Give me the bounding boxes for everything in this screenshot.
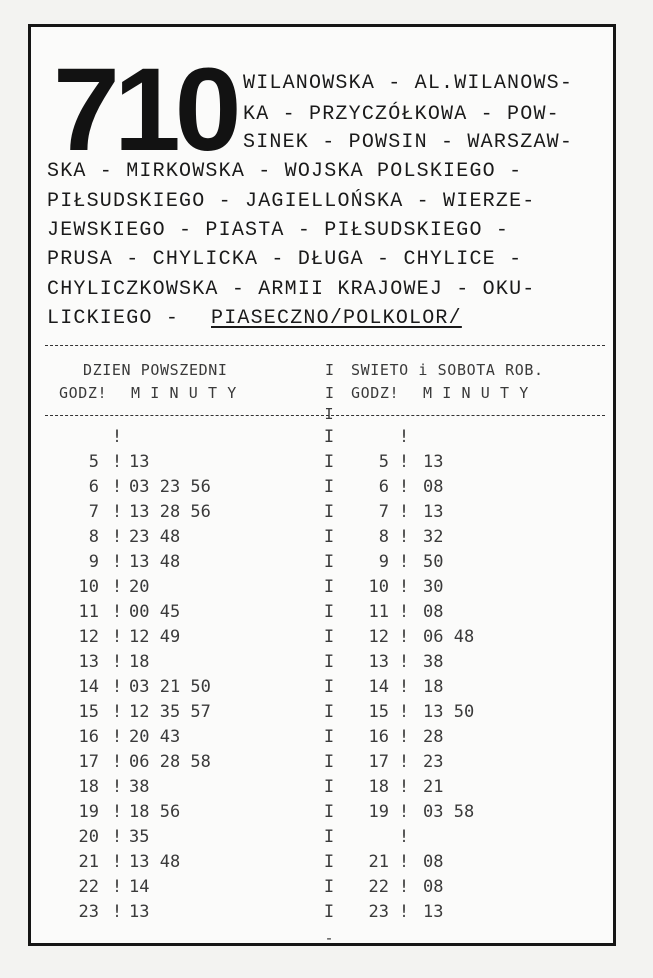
column-separator: I xyxy=(323,527,335,547)
weekday-minutes: 20 xyxy=(129,577,150,597)
weekday-bang: ! xyxy=(111,427,123,447)
holiday-bang: ! xyxy=(398,702,410,722)
holiday-minutes: 13 xyxy=(423,902,444,922)
weekday-minutes: 38 xyxy=(129,777,150,797)
weekday-minutes: 13 48 xyxy=(129,552,181,572)
holiday-minutes: 18 xyxy=(423,677,444,697)
weekday-hour: 11 xyxy=(78,602,99,622)
weekday-hour: 15 xyxy=(78,702,99,722)
table-row xyxy=(31,450,619,474)
weekday-hour: 10 xyxy=(78,577,99,597)
timetable-card xyxy=(28,24,616,946)
route-line-5: PIŁSUDSKIEGO - JAGIELLOŃSKA - WIERZE- xyxy=(47,190,536,213)
column-separator: I xyxy=(323,652,335,672)
weekday-hour: 5 xyxy=(88,452,99,472)
route-line-6: JEWSKIEGO - PIASTA - PIŁSUDSKIEGO - xyxy=(47,219,510,242)
column-separator: I xyxy=(323,752,335,772)
weekday-bang: ! xyxy=(111,502,123,522)
holiday-hour: 9 xyxy=(378,552,389,572)
table-row xyxy=(31,700,619,724)
holiday-minutes: 08 xyxy=(423,477,444,497)
column-separator: I xyxy=(323,852,335,872)
holiday-minutes: 50 xyxy=(423,552,444,572)
column-separator: I xyxy=(323,877,335,897)
holiday-bang: ! xyxy=(398,527,410,547)
weekday-bang: ! xyxy=(111,477,123,497)
weekday-minutes: 18 xyxy=(129,652,150,672)
weekday-bang: ! xyxy=(111,902,123,922)
table-row xyxy=(31,675,619,699)
weekday-bang: ! xyxy=(111,877,123,897)
holiday-bang: ! xyxy=(398,427,410,447)
weekday-minutes: 00 45 xyxy=(129,602,181,622)
column-separator: I xyxy=(323,777,335,797)
column-separator: I xyxy=(323,477,335,497)
table-row xyxy=(31,500,619,524)
weekday-hour: 13 xyxy=(78,652,99,672)
holiday-minutes: 13 xyxy=(423,452,444,472)
table-row xyxy=(31,750,619,774)
weekday-minutes: 13 xyxy=(129,452,150,472)
weekday-hour: 9 xyxy=(88,552,99,572)
weekday-minutes: 06 28 58 xyxy=(129,752,211,772)
table-row xyxy=(31,600,619,624)
column-separator: I xyxy=(323,602,335,622)
holiday-bang: ! xyxy=(398,477,410,497)
weekday-hour: 22 xyxy=(78,877,99,897)
holiday-hour: 19 xyxy=(368,802,389,822)
table-row xyxy=(31,650,619,674)
weekday-hour: 23 xyxy=(78,902,99,922)
holiday-hour: 15 xyxy=(368,702,389,722)
holiday-hour: 8 xyxy=(378,527,389,547)
weekday-minutes: 12 35 57 xyxy=(129,702,211,722)
holiday-minutes: 38 xyxy=(423,652,444,672)
weekday-minutes: 13 48 xyxy=(129,852,181,872)
table-row xyxy=(31,625,619,649)
table-row xyxy=(31,550,619,574)
holiday-minutes: 08 xyxy=(423,877,444,897)
holiday-minutes: 28 xyxy=(423,727,444,747)
table-row xyxy=(31,475,619,499)
column-separator: I xyxy=(323,902,335,922)
holiday-bang: ! xyxy=(398,577,410,597)
weekday-hour-label: GODZ! xyxy=(59,384,108,402)
holiday-minutes: 13 50 xyxy=(423,702,475,722)
holiday-bang: ! xyxy=(398,877,410,897)
end-mark: - xyxy=(324,929,334,947)
weekday-hour: 12 xyxy=(78,627,99,647)
holiday-bang: ! xyxy=(398,902,410,922)
route-number: 710 xyxy=(53,44,236,176)
holiday-hour: 10 xyxy=(368,577,389,597)
weekday-bang: ! xyxy=(111,527,123,547)
weekday-bang: ! xyxy=(111,552,123,572)
holiday-bang: ! xyxy=(398,727,410,747)
holiday-hour: 6 xyxy=(378,477,389,497)
weekday-bang: ! xyxy=(111,802,123,822)
holiday-bang: ! xyxy=(398,677,410,697)
table-row xyxy=(31,775,619,799)
holiday-minutes: 30 xyxy=(423,577,444,597)
weekday-bang: ! xyxy=(111,677,123,697)
route-line-1: WILANOWSKA - AL.WILANOWS- xyxy=(243,72,574,95)
weekday-bang: ! xyxy=(111,852,123,872)
holiday-minutes: 08 xyxy=(423,852,444,872)
holiday-bang: ! xyxy=(398,752,410,772)
weekday-minutes: 13 xyxy=(129,902,150,922)
table-row xyxy=(31,825,619,849)
weekday-bang: ! xyxy=(111,577,123,597)
holiday-hour: 16 xyxy=(368,727,389,747)
route-terminus: PIASECZNO/POLKOLOR/ xyxy=(211,307,462,330)
weekday-title: DZIEN POWSZEDNI xyxy=(83,361,228,379)
column-separator: I xyxy=(323,452,335,472)
holiday-minutes-label: M I N U T Y xyxy=(423,384,529,402)
weekday-hour: 19 xyxy=(78,802,99,822)
holiday-bang: ! xyxy=(398,502,410,522)
column-separator: I xyxy=(323,502,335,522)
weekday-minutes: 23 48 xyxy=(129,527,181,547)
table-row xyxy=(31,525,619,549)
holiday-hour: 11 xyxy=(368,602,389,622)
holiday-hour: 14 xyxy=(368,677,389,697)
header-separator-1: I xyxy=(325,361,335,379)
holiday-bang: ! xyxy=(398,452,410,472)
weekday-hour: 18 xyxy=(78,777,99,797)
weekday-bang: ! xyxy=(111,627,123,647)
weekday-hour: 16 xyxy=(78,727,99,747)
table-row xyxy=(31,425,619,449)
holiday-hour: 22 xyxy=(368,877,389,897)
weekday-hour: 20 xyxy=(78,827,99,847)
route-line-2: KA - PRZYCZÓŁKOWA - POW- xyxy=(243,103,560,126)
route-line-9: LICKIEGO - xyxy=(47,307,193,330)
holiday-hour: 12 xyxy=(368,627,389,647)
holiday-minutes: 06 48 xyxy=(423,627,475,647)
holiday-bang: ! xyxy=(398,852,410,872)
holiday-minutes: 23 xyxy=(423,752,444,772)
holiday-hour: 5 xyxy=(378,452,389,472)
holiday-hour-label: GODZ! xyxy=(351,384,400,402)
holiday-minutes: 03 58 xyxy=(423,802,475,822)
holiday-bang: ! xyxy=(398,652,410,672)
weekday-minutes: 03 21 50 xyxy=(129,677,211,697)
weekday-minutes: 14 xyxy=(129,877,150,897)
holiday-bang: ! xyxy=(398,552,410,572)
table-row xyxy=(31,875,619,899)
weekday-minutes: 13 28 56 xyxy=(129,502,211,522)
holiday-bang: ! xyxy=(398,777,410,797)
weekday-minutes: 35 xyxy=(129,827,150,847)
holiday-minutes: 08 xyxy=(423,602,444,622)
route-line-7: PRUSA - CHYLICKA - DŁUGA - CHYLICE - xyxy=(47,248,523,271)
column-separator: I xyxy=(323,802,335,822)
weekday-hour: 8 xyxy=(88,527,99,547)
column-separator: I xyxy=(323,577,335,597)
column-separator: I xyxy=(323,552,335,572)
weekday-bang: ! xyxy=(111,602,123,622)
holiday-hour: 21 xyxy=(368,852,389,872)
weekday-minutes: 20 43 xyxy=(129,727,181,747)
holiday-bang: ! xyxy=(398,627,410,647)
column-separator: I xyxy=(323,677,335,697)
weekday-bang: ! xyxy=(111,752,123,772)
holiday-minutes: 32 xyxy=(423,527,444,547)
holiday-hour: 23 xyxy=(368,902,389,922)
holiday-hour: 17 xyxy=(368,752,389,772)
holiday-hour: 13 xyxy=(368,652,389,672)
holiday-minutes: 21 xyxy=(423,777,444,797)
weekday-hour: 6 xyxy=(88,477,99,497)
holiday-bang: ! xyxy=(398,602,410,622)
holiday-title: SWIETO i SOBOTA ROB. xyxy=(351,361,544,379)
weekday-hour: 21 xyxy=(78,852,99,872)
weekday-minutes: 12 49 xyxy=(129,627,181,647)
route-line-3: SINEK - POWSIN - WARSZAW- xyxy=(243,131,574,154)
weekday-minutes: 03 23 56 xyxy=(129,477,211,497)
table-row xyxy=(31,800,619,824)
table-row xyxy=(31,575,619,599)
weekday-bang: ! xyxy=(111,652,123,672)
column-separator: I xyxy=(323,727,335,747)
column-separator: I xyxy=(323,427,335,447)
holiday-minutes: 13 xyxy=(423,502,444,522)
weekday-bang: ! xyxy=(111,702,123,722)
header-separator-2: I xyxy=(325,384,335,402)
table-row xyxy=(31,725,619,749)
weekday-bang: ! xyxy=(111,827,123,847)
weekday-hour: 7 xyxy=(88,502,99,522)
holiday-bang: ! xyxy=(398,802,410,822)
table-row xyxy=(31,850,619,874)
table-row xyxy=(31,900,619,924)
holiday-hour: 7 xyxy=(378,502,389,522)
column-separator: I xyxy=(323,627,335,647)
weekday-bang: ! xyxy=(111,452,123,472)
weekday-minutes-label: M I N U T Y xyxy=(131,384,237,402)
weekday-bang: ! xyxy=(111,777,123,797)
route-line-4: SKA - MIRKOWSKA - WOJSKA POLSKIEGO - xyxy=(47,160,523,183)
holiday-hour: 18 xyxy=(368,777,389,797)
divider-separator: I xyxy=(324,405,334,423)
divider-top xyxy=(45,345,605,346)
weekday-hour: 14 xyxy=(78,677,99,697)
weekday-minutes: 18 56 xyxy=(129,802,181,822)
column-separator: I xyxy=(323,702,335,722)
holiday-bang: ! xyxy=(398,827,410,847)
weekday-hour: 17 xyxy=(78,752,99,772)
route-line-8: CHYLICZKOWSKA - ARMII KRAJOWEJ - OKU- xyxy=(47,278,536,301)
column-separator: I xyxy=(323,827,335,847)
weekday-bang: ! xyxy=(111,727,123,747)
